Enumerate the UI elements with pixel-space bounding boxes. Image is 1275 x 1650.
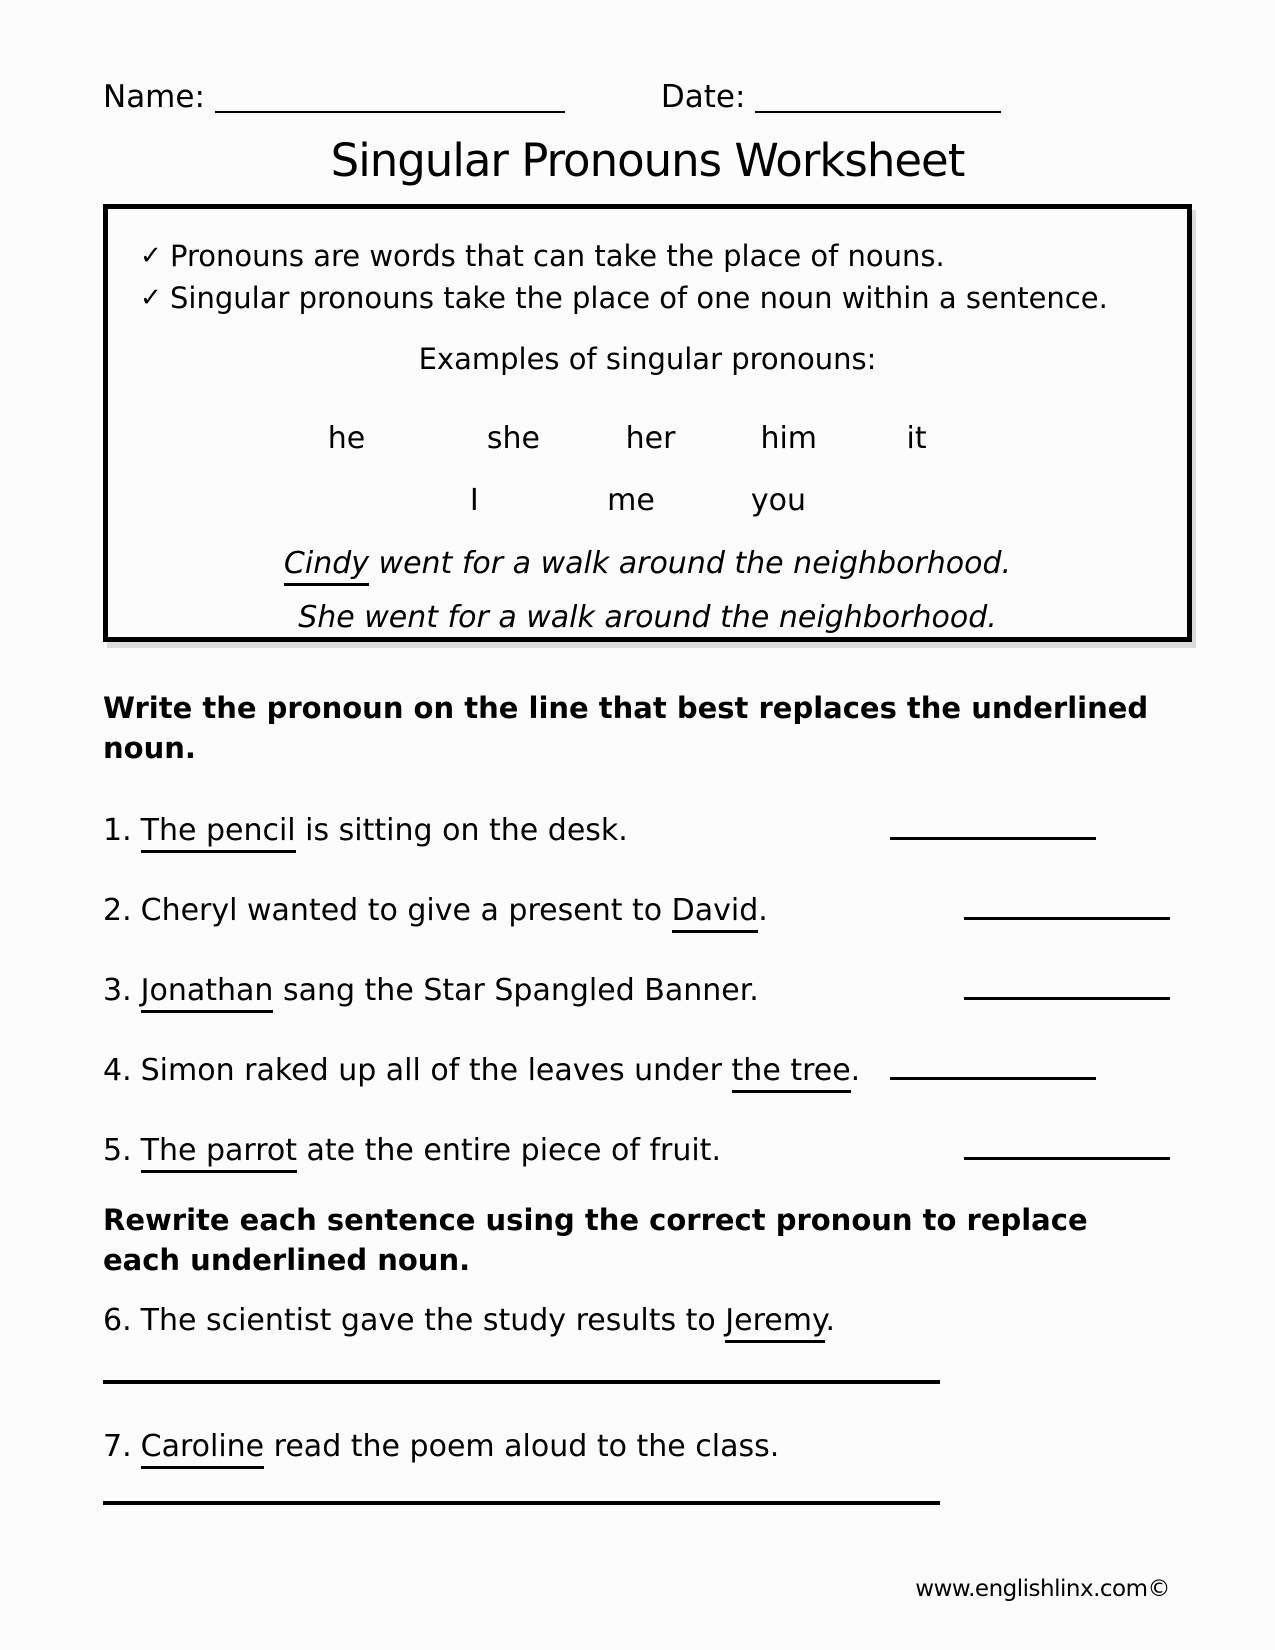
underlined-noun: The pencil	[141, 813, 296, 853]
pronoun-info-box	[103, 204, 1192, 642]
question-post: .	[758, 893, 768, 928]
question-row-7	[103, 1428, 1192, 1466]
rewrite-blank-line	[103, 1380, 940, 1384]
question-row-6	[103, 1302, 1192, 1340]
check-icon: ✓	[140, 241, 162, 271]
bullet-text: Pronouns are words that can take the place of nouns.	[170, 239, 945, 273]
pronoun-example: he	[327, 421, 366, 456]
question-post: read the poem aloud to the class.	[264, 1429, 780, 1464]
question-number: 2.	[103, 893, 132, 928]
answer-blank-line	[964, 917, 1170, 920]
question-number: 5.	[103, 1133, 132, 1168]
question-number: 7.	[103, 1429, 132, 1464]
pronoun-example: I	[469, 483, 479, 518]
bullet-text: Singular pronouns take the place of one noun within a sentence.	[170, 281, 1108, 315]
answer-blank-line	[890, 837, 1096, 840]
underlined-noun: Cindy	[284, 546, 369, 586]
rewrite-instruction: Rewrite each sentence using the correct pronoun to replace each underlined noun.	[103, 1203, 1088, 1277]
example-sentence	[132, 599, 1163, 637]
underlined-noun: The parrot	[141, 1133, 297, 1173]
underlined-noun: Caroline	[141, 1429, 265, 1469]
question-post: .	[850, 1053, 861, 1088]
question-text	[103, 1428, 1192, 1466]
underlined-noun: Jonathan	[141, 973, 274, 1013]
rewrite-blank-line	[103, 1501, 940, 1505]
examples-heading: Examples of singular pronouns:	[418, 342, 877, 376]
question-number: 3.	[103, 973, 132, 1008]
underlined-noun: Jeremy	[725, 1303, 825, 1343]
info-bullet	[132, 277, 1163, 319]
question-row-1	[103, 812, 1192, 850]
pronoun-example: her	[625, 421, 676, 456]
fill-in-instruction: Write the pronoun on the line that best replaces the underlined noun.	[103, 691, 1149, 765]
question-row-3	[103, 972, 1192, 1010]
question-number: 4.	[103, 1053, 132, 1088]
name-label: Name:	[103, 79, 205, 115]
question-number: 1.	[103, 813, 132, 848]
answer-blank-line	[964, 997, 1170, 1000]
question-text	[103, 812, 890, 850]
question-row-5	[103, 1132, 1192, 1170]
website-watermark: www.englishlinx.com©	[915, 1576, 1170, 1602]
sentence-rest: went for a walk around the neighborhood.	[354, 600, 997, 635]
question-pre: The scientist gave the study results to	[140, 1303, 726, 1338]
pronoun-row-2	[132, 483, 1163, 519]
question-text	[103, 1132, 964, 1170]
question-post: .	[825, 1303, 835, 1338]
pronoun-row-1	[132, 421, 1163, 457]
sentence-rest: went for a walk around the neighborhood.	[369, 546, 1012, 581]
answer-blank-line	[964, 1157, 1170, 1160]
date-label: Date:	[660, 79, 746, 115]
page-title: Singular Pronouns Worksheet	[330, 134, 965, 187]
example-sentence	[132, 545, 1163, 583]
pronoun-example: you	[750, 483, 806, 518]
question-text	[103, 972, 964, 1010]
question-text	[103, 1302, 1192, 1340]
pronoun-example: me	[607, 483, 655, 518]
answer-blank-line	[890, 1077, 1096, 1080]
underlined-noun: the tree	[732, 1053, 851, 1093]
check-icon: ✓	[140, 283, 162, 313]
question-row-2	[103, 892, 1192, 930]
question-pre: Cheryl wanted to give a present to	[140, 893, 672, 928]
date-blank-line	[755, 81, 1001, 113]
pronoun-example: she	[486, 421, 541, 456]
question-text	[103, 1052, 890, 1090]
name-blank-line	[215, 81, 565, 113]
info-bullet	[132, 235, 1163, 277]
pronoun-example: him	[760, 421, 818, 456]
question-post: is sitting on the desk.	[295, 813, 628, 848]
underlined-pronoun: She	[298, 600, 355, 640]
question-post: ate the entire piece of fruit.	[296, 1133, 721, 1168]
question-row-4	[103, 1052, 1192, 1090]
question-number: 6.	[103, 1303, 132, 1338]
pronoun-example: it	[906, 421, 927, 456]
question-pre: Simon raked up all of the leaves under	[140, 1053, 732, 1088]
worksheet-content	[103, 0, 1192, 1505]
question-post: sang the Star Spangled Banner.	[273, 973, 759, 1008]
underlined-noun: David	[672, 893, 759, 933]
question-text	[103, 892, 964, 930]
name-date-row	[103, 76, 1192, 116]
